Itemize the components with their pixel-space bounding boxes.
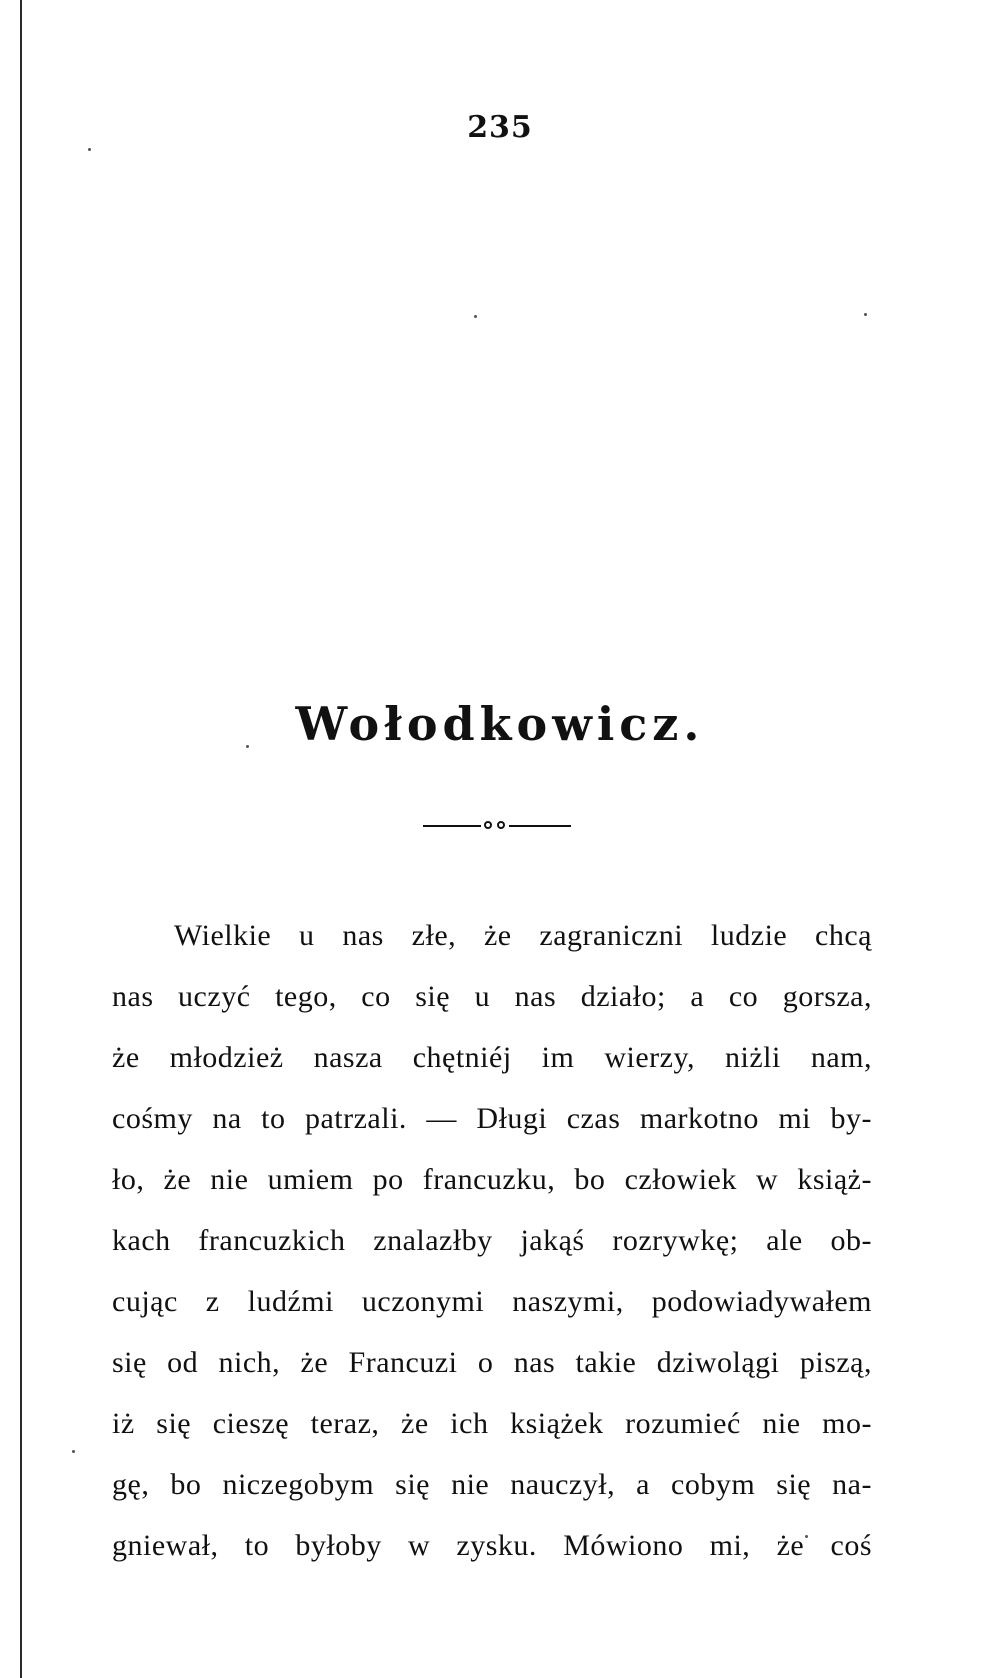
- text-line: cując z ludźmi uczonymi naszymi, podowiadywałem: [112, 1285, 872, 1318]
- text-line: nas uczyć tego, co się u nas działo; a co gorsza,: [112, 980, 872, 1013]
- text-line: Wielkie u nas złe, że zagraniczni ludzie chcą: [174, 919, 872, 952]
- text-line: gniewał, to byłoby w zysku. Mówiono mi, że coś: [112, 1529, 872, 1562]
- page-edge-line: [20, 0, 22, 1678]
- paper-speck: [88, 148, 91, 151]
- body-paragraph: [112, 905, 872, 1576]
- chapter-title: Wołodkowicz.: [295, 697, 705, 751]
- page-number: 235: [467, 110, 533, 145]
- text-line: gę, bo niczegobym się nie nauczył, a cobym się na-: [112, 1468, 872, 1501]
- paper-speck: [474, 315, 477, 318]
- rule-with-double-circle-ornament-icon: [423, 820, 571, 832]
- text-line: ło, że nie umiem po francuzku, bo człowiek w książ-: [112, 1163, 872, 1196]
- text-line: iż się cieszę teraz, że ich książek rozumieć nie mo-: [112, 1407, 872, 1440]
- text-line: cośmy na to patrzali. — Długi czas markotno mi by-: [112, 1102, 872, 1135]
- paper-speck: [864, 313, 867, 316]
- text-line: się od nich, że Francuzi o nas takie dziwolągi piszą,: [112, 1346, 872, 1379]
- text-line: kach francuzkich znalazłby jakąś rozrywkę; ale ob-: [112, 1224, 872, 1257]
- paper-speck: [72, 1450, 75, 1453]
- text-line: że młodzież nasza chętniéj im wierzy, niżli nam,: [112, 1041, 872, 1074]
